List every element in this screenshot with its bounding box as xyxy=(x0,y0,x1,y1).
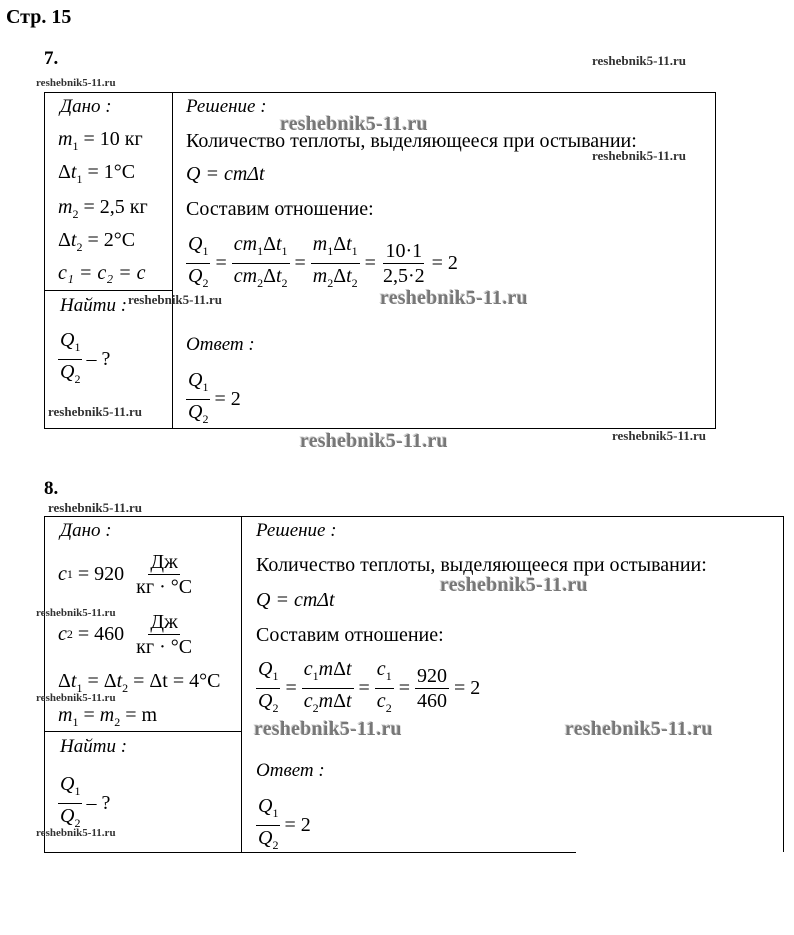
watermark: reshebnik5-11.ru xyxy=(592,53,687,68)
find-header: Найти : xyxy=(60,295,128,316)
given-c: c₁ = c₂ = c xyxy=(58,262,146,284)
given-header: Дано : xyxy=(60,96,112,117)
solution-ratio: $\frac{Q_1}{Q_2}$ = $\frac{c_1m\Delta t}{c_2m\Delta t}$ = $\frac{c_1}{c_2}$ = $\frac{920}{460}$ = 2 xyxy=(258,658,481,715)
find-ratio: $\frac{Q_1}{Q_2}$ – ? xyxy=(60,329,111,386)
watermark: reshebnik5-11.ru xyxy=(36,607,116,619)
watermark: reshebnik5-11.ru xyxy=(36,77,116,89)
solution-text-2: Составим отношение: xyxy=(186,198,374,220)
given-header: Дано : xyxy=(60,520,112,541)
watermark: reshebnik5-11.ru xyxy=(254,718,402,740)
given-c2: c 2 = 460 $\frac{Дж}{кг \cdot ^\circ C}$ xyxy=(58,611,193,658)
watermark: reshebnik5-11.ru xyxy=(380,287,528,309)
answer-header: Ответ : xyxy=(186,334,255,355)
given-dt1: $\Delta t_1 = 1^\circ C$ xyxy=(58,161,136,186)
solution-text-1: Количество теплоты, выделяющееся при остывании: xyxy=(186,130,637,152)
given-m1: $m_1 = 10$ кг xyxy=(58,128,143,153)
given-dt: $\Delta t_1 = \Delta t_2 = \Delta t = 4^\circ C$ xyxy=(58,670,221,695)
solution-text-1: Количество теплоты, выделяющееся при остывании: xyxy=(256,554,707,576)
given-m2: $m_2 = 2,5$ кг xyxy=(58,196,148,221)
watermark: reshebnik5-11.ru xyxy=(36,692,116,704)
find-header: Найти : xyxy=(60,736,128,757)
watermark: reshebnik5-11.ru xyxy=(48,404,143,419)
watermark: reshebnik5-11.ru xyxy=(565,718,713,740)
watermark: reshebnik5-11.ru xyxy=(440,574,588,596)
watermark: reshebnik5-11.ru xyxy=(128,292,223,307)
answer-value: $\frac{Q_1}{Q_2}$ = 2 xyxy=(188,369,241,426)
solution-text-2: Составим отношение: xyxy=(256,624,444,646)
answer-value: $\frac{Q_1}{Q_2}$ = 2 xyxy=(258,795,311,852)
solution-formula: Q = cmΔt xyxy=(186,163,265,185)
watermark: reshebnik5-11.ru xyxy=(612,428,707,443)
given-c1: c 1 = 920 $\frac{Дж}{кг \cdot ^\circ C}$ xyxy=(58,551,193,598)
given-m: $m_1 = m_2 = m$ xyxy=(58,704,158,729)
find-ratio: $\frac{Q_1}{Q_2}$ – ? xyxy=(60,773,111,830)
watermark: reshebnik5-11.ru xyxy=(36,827,116,839)
problem-8-number: 8. xyxy=(44,478,59,499)
solution-header: Решение : xyxy=(256,520,337,541)
given-dt2: $\Delta t_2 = 2^\circ C$ xyxy=(58,229,136,254)
solution-header: Решение : xyxy=(186,96,267,117)
watermark: reshebnik5-11.ru xyxy=(300,430,448,452)
problem-7-number: 7. xyxy=(44,48,59,69)
watermark: reshebnik5-11.ru xyxy=(280,113,428,135)
watermark: reshebnik5-11.ru xyxy=(592,148,687,163)
page-title: Стр. 15 xyxy=(6,6,72,28)
solution-formula: Q = cmΔt xyxy=(256,589,335,611)
solution-ratio: $\frac{Q_1}{Q_2}$ = $\frac{cm_1\Delta t_1}{cm_2\Delta t_2}$ = $\frac{m_1\Delta t_1}{m_2\Delta t_2}$ = $\frac{10\cdot 1}{2,5\cdot 2}$ = 2 xyxy=(188,233,458,290)
watermark: reshebnik5-11.ru xyxy=(48,500,143,515)
answer-header: Ответ : xyxy=(256,760,325,781)
